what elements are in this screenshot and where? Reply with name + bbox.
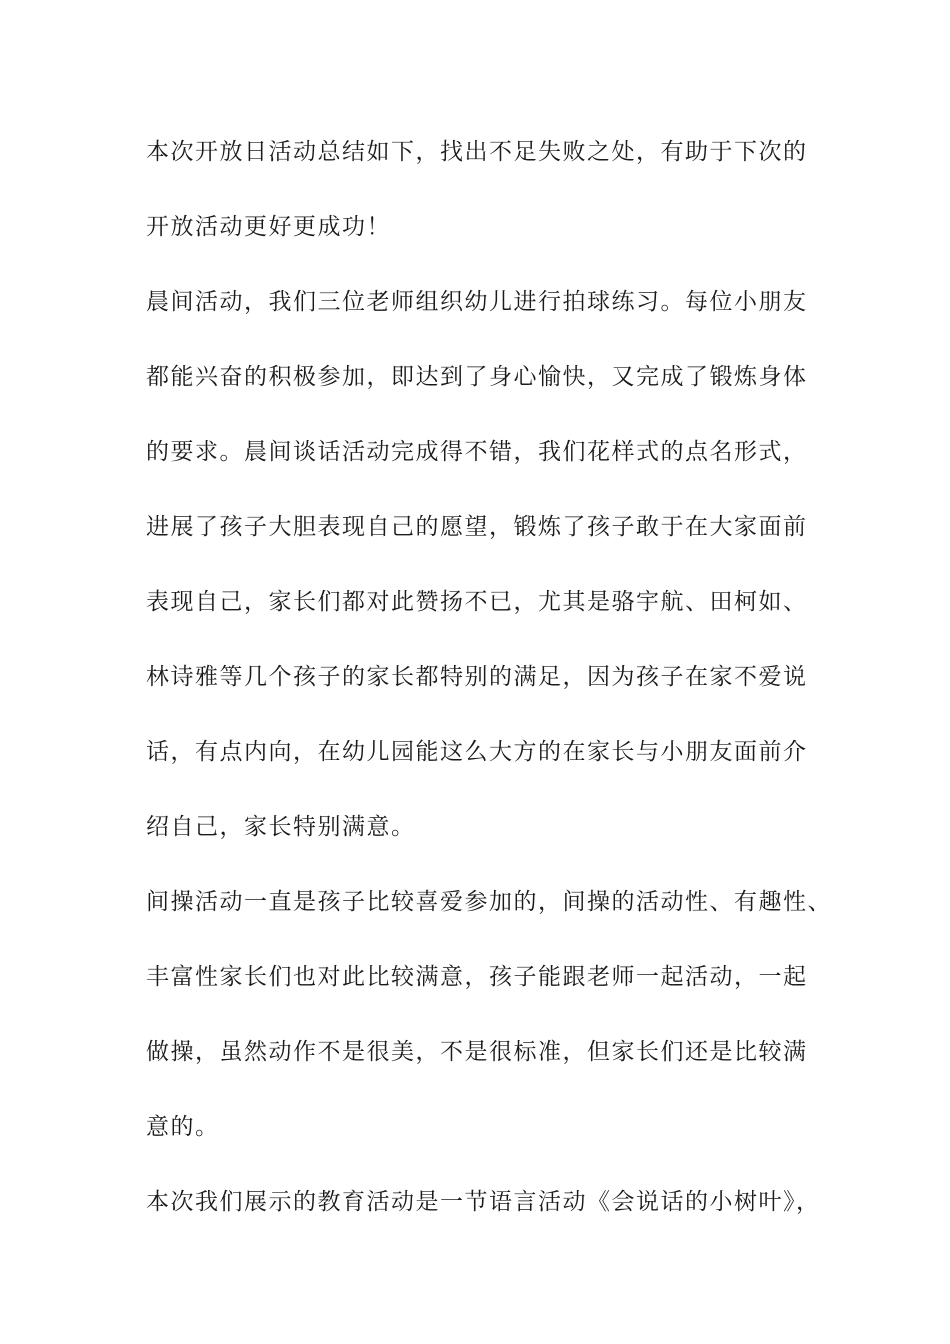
text-line: 开放活动更好更成功！ [146,214,391,240]
text-line: 的要求。晨间谈话活动完成得不错，我们花样式的点名形式， [146,439,808,465]
text-line: 绍自己，家长特别满意。 [146,814,416,840]
text-line: 进展了孩子大胆表现自己的愿望，锻炼了孩子敢于在大家面前 [146,514,808,540]
text-line: 丰富性家长们也对此比较满意，孩子能跟老师一起活动，一起 [146,964,808,990]
text-line: 话，有点内向，在幼儿园能这么大方的在家长与小朋友面前介 [146,739,808,765]
text-line: 做操，虽然动作不是很美，不是很标准，但家长们还是比较满 [146,1039,808,1065]
text-line: 表现自己，家长们都对此赞扬不已，尤其是骆宇航、田柯如、 [146,589,808,615]
text-line: 间操活动一直是孩子比较喜爱参加的，间操的活动性、有趣性、 [146,889,832,915]
text-line: 本次我们展示的教育活动是一节语言活动《会说话的小树叶》， [146,1189,821,1215]
text-line: 林诗雅等几个孩子的家长都特别的满足，因为孩子在家不爱说 [146,664,808,690]
text-line: 本次开放日活动总结如下，找出不足失败之处，有助于下次的 [146,139,808,165]
text-line: 都能兴奋的积极参加，即达到了身心愉快，又完成了锻炼身体 [146,364,808,390]
text-line: 晨间活动，我们三位老师组织幼儿进行拍球练习。每位小朋友 [146,289,808,315]
text-line: 意的。 [146,1114,220,1140]
